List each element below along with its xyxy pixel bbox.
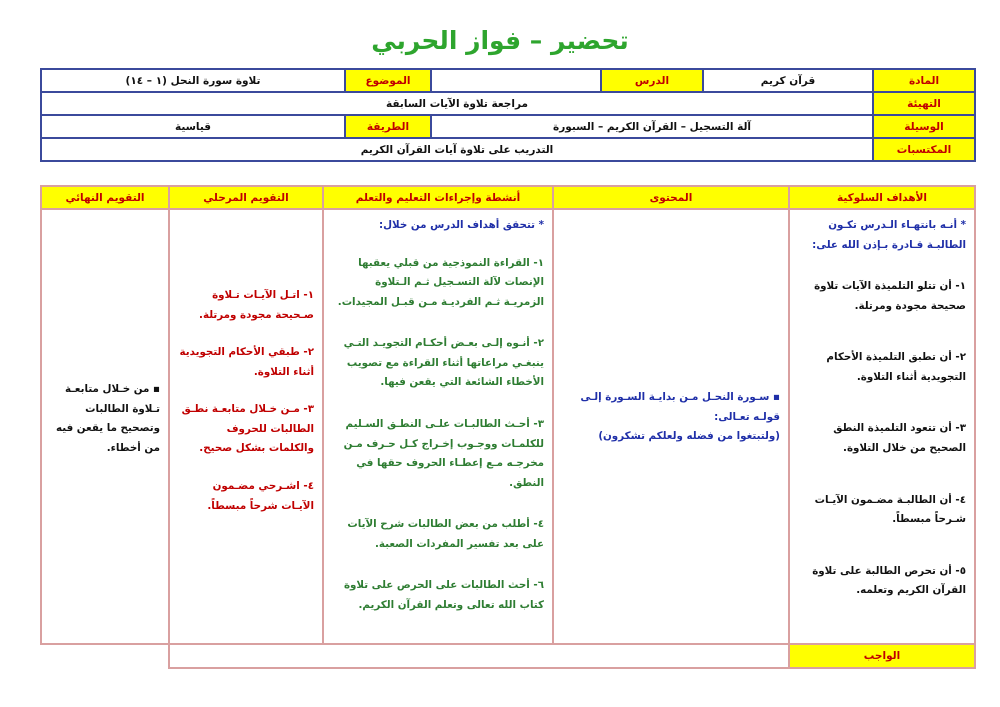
- activities-header: أنشطة وإجراءات التعليم والتعلم: [323, 186, 553, 209]
- final-eval-cell: [41, 209, 169, 644]
- activity-item: ١- القراءة النموذجية من قبلي يعقبها الإنصات لآلة التسـجيل ثـم الـتلاوة الزمريـة ثـم الفرديـة مـن قبـل المجيدات.: [337, 256, 544, 308]
- homework-value: [169, 644, 789, 668]
- lesson-info-table: [40, 68, 976, 162]
- means-value: آلة التسجيل – القرآن الكريم – السبورة: [431, 115, 873, 138]
- activity-item: ٦- أحث الطالبات على الحرص على تلاوة كتاب الله تعالى وتعلم القرآن الكريم.: [343, 579, 544, 611]
- lesson-value: [431, 69, 601, 92]
- objective-item: ٥- أن تحرص الطالبة على تلاوة القرآن الكريم وتعلمه.: [812, 564, 966, 597]
- homework-label: الواجب: [789, 644, 975, 668]
- page-title: تحضير – فواز الحربي: [371, 26, 629, 55]
- objective-item: ٤- أن الطالبـة مضـمون الآيـات شـرحاً مبسطاً.: [814, 493, 966, 526]
- stage-eval-item: ٣- مـن خـلال متابعـة نطـق الطالبات للحروف والكلمات بشكل صحيح.: [181, 403, 314, 455]
- objectives-header: الأهداف السلوكية: [789, 186, 975, 209]
- activities-intro: * تتحقق أهداف الدرس من خلال:: [378, 219, 544, 231]
- subject-value: قرآن كريم: [703, 69, 873, 92]
- lesson-label: الدرس: [601, 69, 703, 92]
- objective-item: ٣- أن تتعود التلميذة النطق الصحيح من خلال التلاوة.: [833, 422, 966, 454]
- intro-value: مراجعة تلاوة الآيات السابقة: [41, 92, 873, 115]
- subject-label: المادة: [873, 69, 975, 92]
- method-value: قياسية: [41, 115, 345, 138]
- objective-item: ٢- أن تطبق التلميذة الأحكام التجويدية أثناء التلاوة.: [826, 351, 966, 383]
- stage-eval-cell: [169, 209, 323, 644]
- objectives-cell: [789, 209, 975, 644]
- topic-label: الموضوع: [345, 69, 431, 92]
- final-eval-header: التقويم النهائي: [41, 186, 169, 209]
- means-label: الوسيلة: [873, 115, 975, 138]
- activities-cell: [323, 209, 553, 644]
- topic-value: تلاوة سورة النحل (١ – ١٤): [41, 69, 345, 92]
- content-verse: (ولتبتغوا من فضله ولعلكم تشكرون): [598, 430, 780, 443]
- final-eval-text: ▪ من خـلال متابعـة تـلاوة الطالبات وتصحيح ما يقعن فيه من أخطاء.: [56, 383, 160, 454]
- lesson-plan-table: [40, 185, 976, 669]
- objectives-intro: * أنـه بانتهـاء الـدرس تكـون الطالبـة قـادرة بـإذن الله على:: [812, 219, 966, 251]
- activity-item: ٢- أنـوه إلـى بعـض أحكـام التجويـد التـي ينبغـي مراعاتها أثناء القراءة مع تصويب الأخطاء الشائعة التي يقعن فيها.: [343, 337, 544, 389]
- stage-eval-item: ٤- اشـرحي مضـمون الآيـات شرحاً مبسطاً.: [207, 479, 314, 512]
- activity-item: ٣- أحـث الطالبـات علـى النطـق السـليم للكلمـات ووجـوب إخـراج كـل حـرف مـن مخرجـه مـع إعطـاء الحروف حقها في النطق.: [343, 417, 544, 489]
- stage-eval-header: التقويم المرحلي: [169, 186, 323, 209]
- intro-label: التهيئة: [873, 92, 975, 115]
- stage-eval-item: ٢- طبقي الأحكام التجويدية أثناء التلاوة.: [179, 346, 314, 378]
- content-text: ▪ سـورة النحـل مـن بدايـة السـورة إلـى قولـه تعـالى:: [580, 391, 780, 423]
- content-header: المحتوى: [553, 186, 789, 209]
- objective-item: ١- أن تتلو التلميذة الآيات تلاوة صحيحة مجودة ومرتلة.: [814, 280, 966, 312]
- content-cell: [553, 209, 789, 644]
- stage-eval-item: ١- اتـل الآيـات تـلاوة صـحيحة مجودة ومرتلة.: [199, 289, 314, 321]
- gains-label: المكتسبات: [873, 138, 975, 161]
- gains-value: التدريب على تلاوة آيات القرآن الكريم: [41, 138, 873, 161]
- activity-item: ٤- أطلب من بعض الطالبات شرح الآيات على بعد تفسير المفردات الصعبة.: [347, 518, 544, 550]
- method-label: الطريقة: [345, 115, 431, 138]
